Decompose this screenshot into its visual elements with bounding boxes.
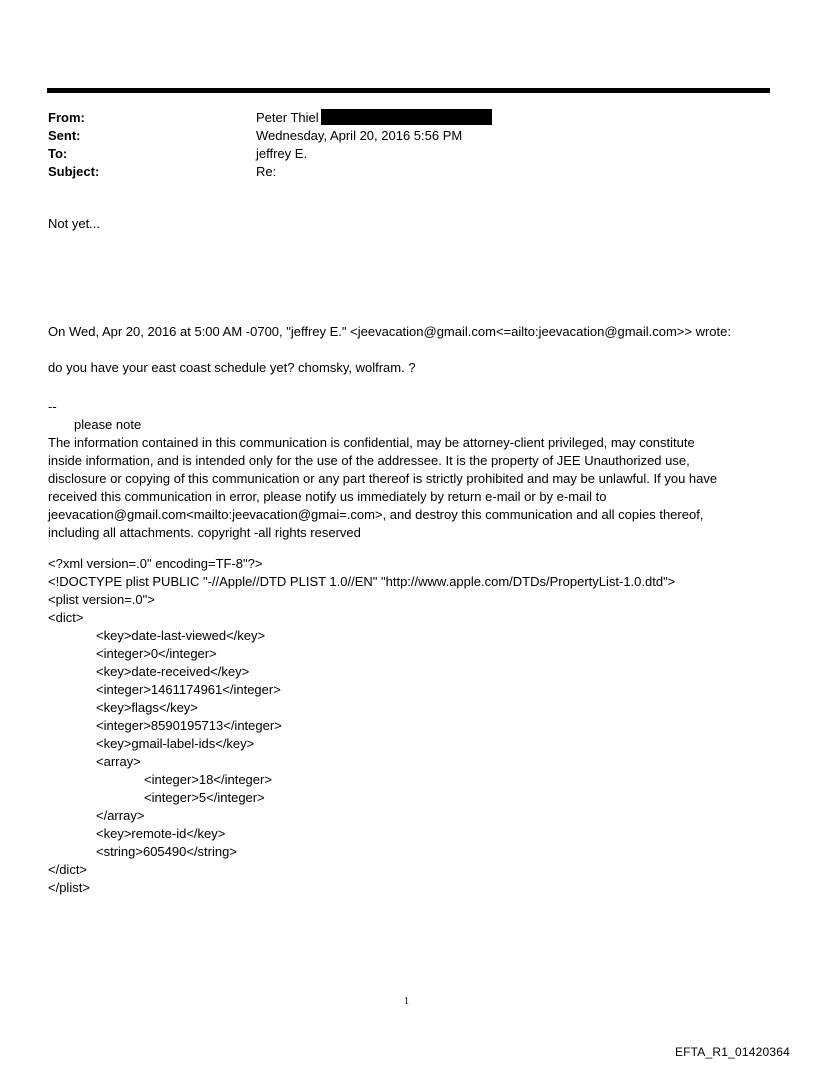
xml-line: <string>605490</string> — [96, 844, 237, 859]
xml-line: <key>date-received</key> — [96, 664, 250, 679]
disclaimer-line: disclosure or copying of this communication or any part thereof is strictly prohibited and may be unlawful. If you have — [48, 471, 718, 486]
xml-line: <key>date-last-viewed</key> — [96, 628, 266, 643]
xml-line: <integer>5</integer> — [144, 790, 265, 805]
signature-note: please note — [74, 417, 142, 432]
redaction-box — [321, 109, 492, 125]
xml-line: <!DOCTYPE plist PUBLIC "-//Apple//DTD PLIST 1.0//EN" "http://www.apple.com/DTDs/PropertyList-1.0.dtd"> — [48, 574, 676, 589]
xml-line: <array> — [96, 754, 141, 769]
xml-line: <dict> — [48, 610, 84, 625]
disclaimer-line: The information contained in this communication is confidential, may be attorney-client privileged, may constitute — [48, 435, 695, 450]
subject-value: Re: — [256, 164, 277, 179]
from-value — [256, 109, 492, 127]
xml-line: <integer>1461174961</integer> — [96, 682, 281, 697]
xml-line: <integer>0</integer> — [96, 646, 217, 661]
disclaimer-line: jeevacation@gmail.com<mailto:jeevacation@gmai=.com>, and destroy this communication and all copies thereof, — [48, 507, 704, 522]
disclaimer-line: inside information, and is intended only for the use of the addressee. It is the property of JEE Unauthorized use, — [48, 453, 690, 468]
quoted-message: do you have your east coast schedule yet? chomsky, wolfram. ? — [48, 360, 416, 375]
xml-line: <integer>18</integer> — [144, 772, 272, 787]
signature-block — [48, 398, 717, 542]
to-value: jeffrey E. — [256, 146, 308, 161]
xml-line: </array> — [96, 808, 145, 823]
disclaimer-line: received this communication in error, please notify us immediately by return e-mail or by e-mail to — [48, 489, 607, 504]
from-label: From: — [48, 110, 85, 125]
disclaimer-line: including all attachments. copyright -all rights reserved — [48, 525, 361, 540]
xml-line: <key>remote-id</key> — [96, 826, 226, 841]
xml-line: <key>gmail-label-ids</key> — [96, 736, 255, 751]
header-rule — [47, 88, 770, 93]
sent-value: Wednesday, April 20, 2016 5:56 PM — [256, 128, 463, 143]
subject-label: Subject: — [48, 164, 100, 179]
xml-line: <plist version=.0"> — [48, 592, 155, 607]
signature-dash: -- — [48, 399, 57, 414]
from-name: Peter Thiel — [256, 110, 319, 125]
xml-line: <integer>8590195713</integer> — [96, 718, 282, 733]
xml-line: </plist> — [48, 880, 90, 895]
reply-text: Not yet... — [48, 216, 101, 231]
sent-label: Sent: — [48, 128, 81, 143]
xml-line: </dict> — [48, 862, 88, 877]
to-label: To: — [48, 146, 68, 161]
xml-line: <key>flags</key> — [96, 700, 198, 715]
xml-line: <?xml version=.0" encoding=TF-8"?> — [48, 556, 263, 571]
xml-plist-block — [48, 555, 675, 897]
quote-intro: On Wed, Apr 20, 2016 at 5:00 AM -0700, "jeffrey E." <jeevacation@gmail.com<=ailto:jeevacation@gmail.com>> wrote: — [48, 324, 731, 339]
bates-number: EFTA_R1_01420364 — [674, 1045, 790, 1059]
page-number: 1 — [404, 996, 409, 1007]
